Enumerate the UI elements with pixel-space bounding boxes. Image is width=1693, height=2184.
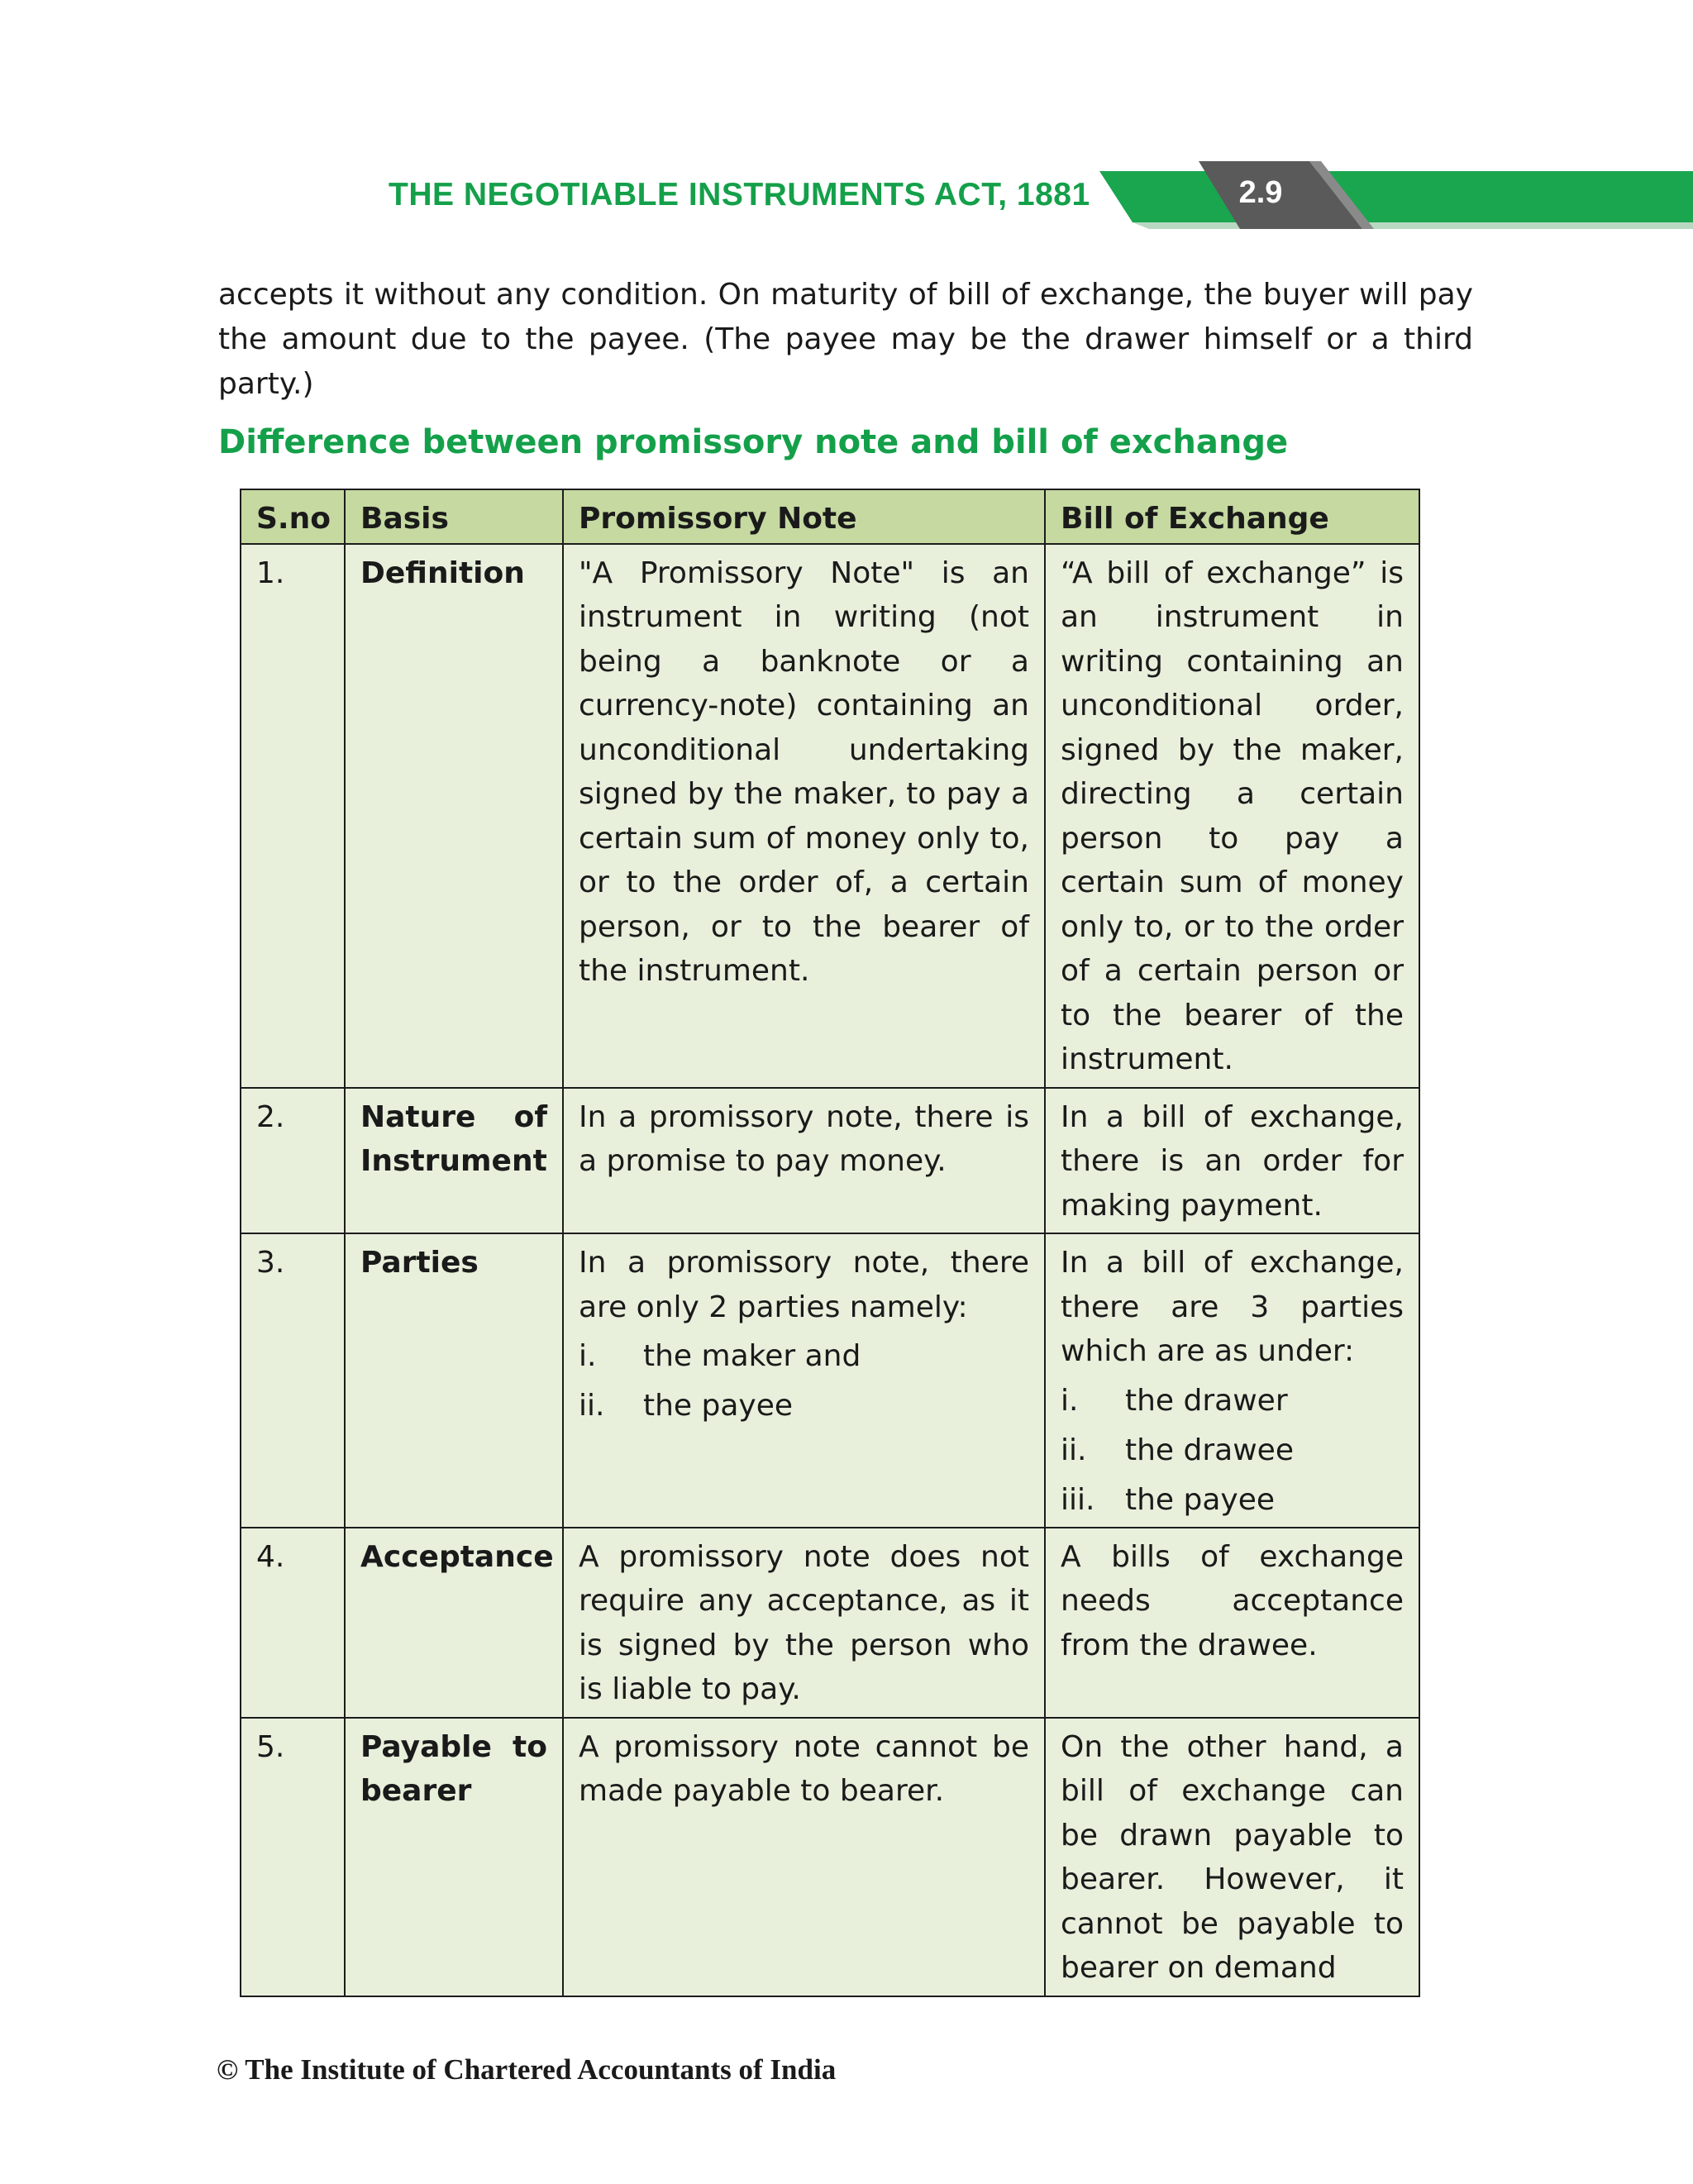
row-sno: 3. [241,1233,345,1528]
table-row [241,1088,1419,1234]
row-sno: 4. [241,1528,345,1718]
comparison-table [240,489,1420,1997]
list-item [579,1384,1029,1428]
row-bill-of-exchange: A bills of exchange needs acceptance from the drawee. [1045,1528,1419,1718]
column-header-sno: S.no [241,489,345,544]
parties-list [1061,1379,1404,1522]
list-item-text: the drawer [1125,1383,1288,1418]
row-promissory-note [563,1233,1045,1528]
list-item-number: i. [579,1339,597,1373]
list-item [1061,1478,1404,1522]
row-promissory-note: A promissory note cannot be made payable to bearer. [563,1718,1045,1996]
header-page-band [1099,161,1693,236]
row-basis: Nature of Instrument [345,1088,563,1234]
header-green-band [1099,171,1693,222]
row-sno: 5. [241,1718,345,1996]
row-basis: Acceptance [345,1528,563,1718]
row-sno: 1. [241,544,345,1088]
column-header-promissory-note: Promissory Note [563,489,1045,544]
list-item-number: ii. [579,1389,605,1423]
column-header-basis: Basis [345,489,563,544]
list-item-number: i. [1061,1383,1079,1418]
row-basis: Parties [345,1233,563,1528]
parties-intro-text: In a promissory note, there are only 2 parties namely: [579,1246,1029,1324]
list-item-text: the payee [643,1389,794,1423]
intro-paragraph: accepts it without any condition. On maturity of bill of exchange, the buyer will pay the amount due to the payee. (The payee may be the drawer himself or a third party.) [218,278,1473,401]
row-basis: Payable to bearer [345,1718,563,1996]
header-band-shadow [1133,222,1693,229]
table-row [241,1528,1419,1718]
list-item-text: the drawee [1125,1433,1294,1467]
row-basis: Definition [345,544,563,1088]
running-header-title: THE NEGOTIABLE INSTRUMENTS ACT, 1881 [389,177,1090,212]
row-bill-of-exchange [1045,1233,1419,1528]
row-bill-of-exchange: On the other hand, a bill of exchange can be drawn payable to bearer. However, it cannot be payable to bearer on demand [1045,1718,1419,1996]
table-header-row [241,489,1419,544]
row-sno: 2. [241,1088,345,1234]
table-row [241,544,1419,1088]
list-item [1061,1379,1404,1423]
row-promissory-note: A promissory note does not require any acceptance, as it is signed by the person who is liable to pay. [563,1528,1045,1718]
parties-intro-text: In a bill of exchange, there are 3 parties which are as under: [1061,1246,1404,1368]
section-heading: Difference between promissory note and bill of exchange [218,423,1289,461]
column-header-bill-of-exchange: Bill of Exchange [1045,489,1419,544]
row-promissory-note: In a promissory note, there is a promise to pay money. [563,1088,1045,1234]
list-item [1061,1428,1404,1472]
footer-copyright: © The Institute of Chartered Accountants of India [217,2053,837,2086]
list-item-number: ii. [1061,1433,1087,1467]
list-item-text: the payee [1125,1482,1276,1517]
table-row [241,1718,1419,1996]
row-promissory-note: "A Promissory Note" is an instrument in writing (not being a banknote or a currency-note) containing an unconditional undertaking signed by the maker, to pay a certain sum of money only to, or to the order of, a certain person, or to the bearer of the instrument. [563,544,1045,1088]
page-number: 2.9 [1238,175,1283,210]
table-row [241,1233,1419,1528]
list-item-number: iii. [1061,1482,1095,1517]
list-item [579,1334,1029,1378]
row-bill-of-exchange: In a bill of exchange, there is an order for making payment. [1045,1088,1419,1234]
list-item-text: the maker and [643,1339,861,1373]
row-bill-of-exchange: “A bill of exchange” is an instrument in writing containing an unconditional order, signed by the maker, directing a certain person to pay a certain sum of money only to, or to the order of a certain person or to the bearer of the instrument. [1045,544,1419,1088]
parties-list [579,1334,1029,1428]
